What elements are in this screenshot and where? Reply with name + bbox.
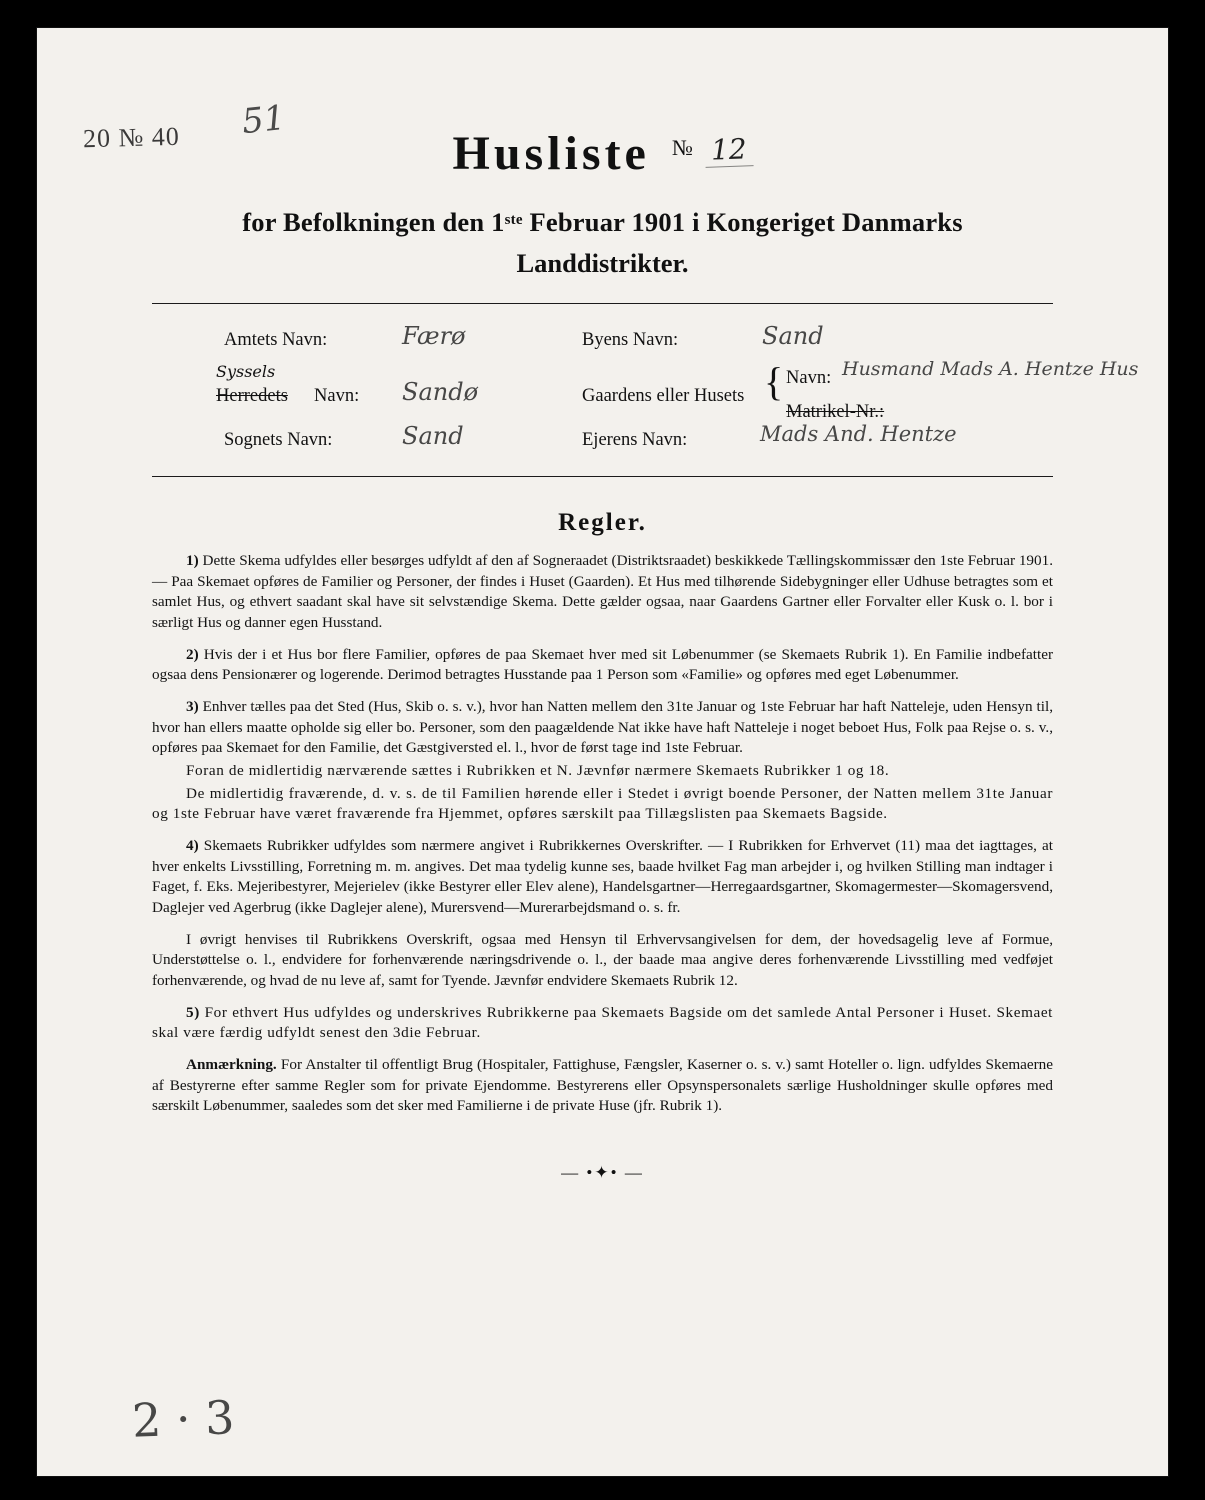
label-matrikel-nr: Matrikel-Nr.:	[786, 402, 885, 422]
rule-number: 2)	[186, 645, 199, 663]
title-row	[152, 28, 1053, 181]
value-sognets-navn: Sand	[402, 422, 464, 450]
subtitle-post: Februar 1901 i Kongeriget Danmarks	[522, 207, 963, 237]
form-sheet	[37, 28, 1168, 1476]
rule-number: 3)	[186, 698, 199, 716]
ornament-divider: — •✦• —	[561, 1163, 644, 1183]
value-husets-navn: Husmand Mads A. Hentze Hus	[842, 358, 1139, 380]
rule-text: De midlertidig fraværende, d. v. s. de til Familien hørende eller i Stedet i øvrigt boende Personer, der Natten mellem 31te Januar og 1ste Februar have været fraværende fra Hjemmet, opføres særskilt paa Tillægslisten paa Skemaets Bagside.	[152, 784, 1053, 823]
label-navn: Navn:	[786, 368, 832, 388]
value-herredets-navn: Sandø	[402, 378, 479, 406]
form-number-value: 12	[704, 132, 753, 168]
rule-text: For Anstalter til offentligt Brug (Hospitaler, Fattighuse, Fængsler, Kaserner o. s. v.) samt Hoteller o. lign. udfyldes Skemaerne af Bestyrerne efter samme Regler som for private Ejendomme. Bestyrerens eller Opsynspersonalets særlige Husholdninger skulle opføres med særskilt Løbenummer, saaledes som det sker med Familierne i de private Huse (jfr. Rubrik 1).	[152, 1056, 1054, 1115]
rule-item	[152, 784, 1053, 825]
value-ejerens-navn: Mads And. Hentze	[760, 422, 957, 446]
rule-text: Skemaets Rubrikker udfyldes som nærmere angivet i Rubrikkernes Overskrifter. — I Rubrikken for Erhvervet (11) maa det iagttages, at hver enkelts Livsstilling, Forretning m. m. angives. Det maa tydelig kunne ses, baade hvilket Fag man arbejder i, og hvilken Stilling man indtager i Faget, f. Eks. Mejeribestyrer, Mejerielev (ikke Bestyrer eller Elev alene), Handelsgartner—Herregaardsgartner, Skomagermester—Skomagersvend, Daglejer ved Agerbrug (ikke Daglejer alene), Murersvend—Murerarbejdsmand o. s. fr.	[152, 837, 1053, 917]
rule-item	[152, 836, 1053, 919]
label-sognets-navn: Sognets Navn:	[224, 430, 333, 450]
archive-stamp: 20 № 40	[82, 121, 181, 154]
rule-item	[152, 1055, 1053, 1117]
label-ejerens-navn: Ejerens Navn:	[582, 430, 688, 450]
subtitle-ordinal: ste	[504, 212, 523, 228]
rule-number: 5)	[186, 1003, 200, 1021]
rule-item	[152, 645, 1053, 686]
rule-number: Anmærkning.	[186, 1056, 277, 1074]
document-page	[37, 28, 1168, 1476]
rule-text: Enhver tælles paa det Sted (Hus, Skib o. s. v.), hvor han Natten mellem den 31te Januar og 1ste Februar har haft Natteleje, uden Hensyn til, hvor han ellers maatte opholde sig eller bo. Personer, som den paagældende Nat ikke have haft Natteleje i noget beboet Hus, Folk paa Rejse o. s. v., opføres paa Skemaet for den Familie, det Gæstgiversted el. l., hvor de først tage ind 1ste Februar.	[152, 698, 1053, 757]
label-herredets-navn: Navn:	[314, 386, 360, 406]
label-amtets-navn: Amtets Navn:	[224, 330, 328, 350]
rules-heading: Regler.	[558, 509, 647, 536]
rule-item	[152, 761, 1053, 782]
value-byens-navn: Sand	[762, 322, 824, 350]
rule-text: For ethvert Hus udfyldes og underskrives Rubrikkerne paa Skemaets Bagside om det samlede Antal Personer i Huset. Skemaet skal være færdig udfyldt senest den 3die Februar.	[152, 1003, 1053, 1042]
handwritten-page-number: 51	[240, 97, 288, 143]
rule-text: I øvrigt henvises til Rubrikkens Overskrift, ogsaa med Hensyn til Erhvervsangivelsen for dem, der hovedsagelig leve af Formue, Understøttelse o. l., endvidere for forhenværende næringsdrivende o. l., der baade maa angive deres forhenværende Livsstilling med vedføjet forhenværende, og hvad de nu leve af, samt for Tyende. Jævnfør endvidere Skemaets Rubrik 12.	[152, 930, 1053, 990]
label-gaardens-eller-husets: Gaardens eller Husets	[582, 386, 745, 406]
page-title: Husliste	[452, 127, 650, 180]
subtitle-line-1	[152, 207, 1053, 238]
footer-handwritten-number: 2 · 3	[131, 1390, 236, 1448]
rule-text: Foran de midlertidig nærværende sættes i Rubrikken et N. Jævnfør nærmere Skemaets Rubrikker 1 og 18.	[186, 762, 890, 780]
rule-item	[152, 697, 1053, 759]
rule-item	[152, 930, 1053, 992]
brace-glyph: {	[764, 359, 784, 404]
rule-number: 4)	[186, 837, 199, 855]
rule-text: Hvis der i et Hus bor flere Familier, opføres de paa Skemaet hver med sit Løbenummer (se Skemaets Rubrik 1). En Familie indbefatter ogsaa dens Pensionærer og logerende. Derimod betragtes Husstande paa 1 Person som «Familie» og opføres med eget Løbenummer.	[152, 645, 1053, 684]
value-amtets-navn: Færø	[402, 322, 466, 350]
rule-text: Dette Skema udfyldes eller besørges udfyldt af den af Sogneraadet (Distriktsraadet) beskikkede Tællingskommissær den 1ste Februar 1901. — Paa Skemaet opføres de Familier og Personer, der findes i Huset (Gaarden). Et Hus med tilhørende Sidebygninger eller Udhuse betragtes som et samlet Hus, og ethvert saadant skal have sit selvstændige Skema. Dette gælder ogsaa, naar Gaardens Gartner eller Forvalter eller Kusk o. l. bor i særligt Hus og danner egen Husstand.	[152, 552, 1053, 632]
label-herredets: Herredets	[216, 386, 288, 406]
identification-block	[152, 304, 1139, 454]
subtitle-line-2: Landdistrikter.	[516, 248, 689, 278]
form-number-label: №	[671, 135, 693, 160]
rule-item	[152, 551, 1053, 634]
rule-number: 1)	[186, 552, 199, 569]
subtitle-pre: for Befolkningen den 1	[242, 207, 505, 237]
rule-item	[152, 1003, 1053, 1044]
divider-bottom	[152, 476, 1053, 477]
label-syssels: Syssels	[216, 362, 276, 381]
label-byens-navn: Byens Navn:	[582, 330, 679, 350]
